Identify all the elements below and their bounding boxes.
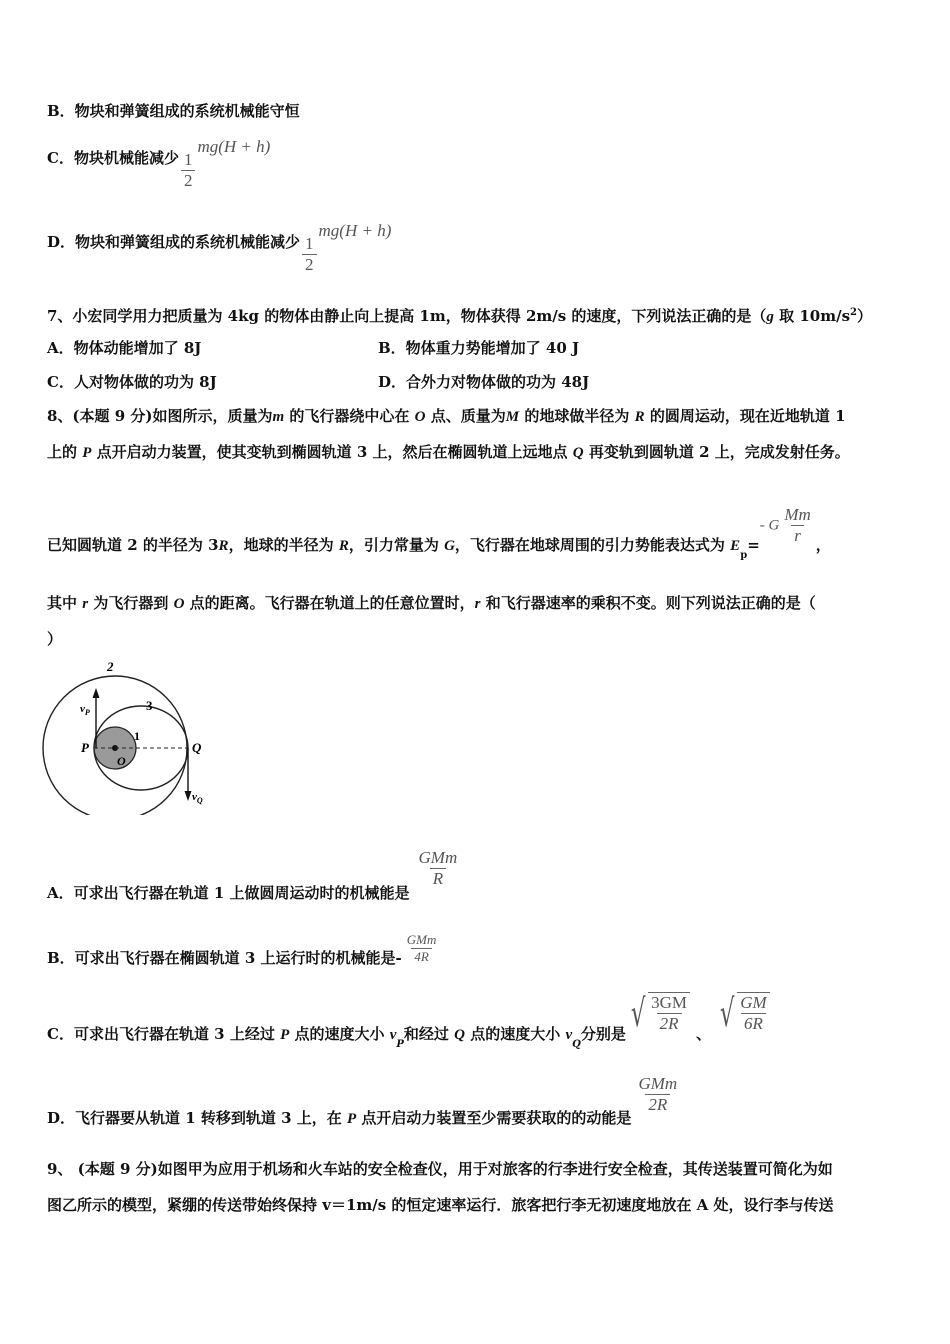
q7-option-d: D．合外力对物体做的功为 48J [378, 373, 590, 391]
q8-option-c: C．可求出飞行器在轨道 3 上经过 P 点的速度大小 $v_P$和经过 Q 点的速度大小 $v_Q$分别是 √ $\frac{3GM}{2R}$ 、 √ $\frac{GM}{6R}$ [47, 992, 772, 1034]
label-orbit-1: 1 [134, 729, 140, 743]
label-O: O [117, 754, 126, 768]
label-orbit-2: 2 [107, 659, 114, 674]
q8-option-a-fraction: $\frac{\text{GMm}}{R}$ [418, 848, 458, 888]
q9-stem-line1: 9、 (本题 9 分)如图甲为应用于机场和火车站的安全检查仪，用于对旅客的行李进行安全检查，其传送装置可简化为如 [47, 1160, 833, 1178]
q6-option-b: B．物块和弹簧组成的系统机械能守恒 [47, 102, 300, 120]
vp-arrow-head [93, 688, 100, 698]
q8-stem-line5: ） [47, 630, 63, 648]
q8-stem-line4: 其中 r 为飞行器到 O 点的距离。飞行器在轨道上的任意位置时，r 和飞行器速率的乘积不变。则下列说法正确的是（ [47, 594, 816, 612]
q6-option-c-expr: mg(H + h) [197, 137, 271, 156]
q6-option-c-fraction: $\frac{1}{2}$ [181, 150, 196, 191]
label-vP: $v_P$ [80, 703, 90, 717]
q8-option-d: D．飞行器要从轨道 1 转移到轨道 3 上，在 P 点开启动力装置至少需要获取的的动能是 $\frac{\text{GMm}}{2R}$ [47, 1074, 682, 1115]
q6-option-c-text: C．物块机械能减少 [47, 149, 179, 167]
orbit-diagram [40, 655, 220, 815]
q6-option-d-fraction: $\frac{1}{2}$ [302, 234, 317, 275]
q7-option-a: A．物体动能增加了 8J [47, 339, 202, 357]
q8-option-c-sqrt-2: √ $\frac{GM}{6R}$ [715, 992, 772, 1034]
label-vQ: $v_Q$ [192, 791, 203, 805]
q8-ep-fraction: $\frac{Mm}{r}$ [784, 505, 811, 545]
q7-option-b: B．物体重力势能增加了 40 J [378, 339, 580, 357]
q7-option-c: C．人对物体做的功为 8J [47, 373, 217, 391]
q8-stem-line2: 上的 P 点开启动力装置，使其变轨到椭圆轨道 3 上，然后在椭圆轨道上远地点 Q 再变轨到圆轨道 2 上，完成发射任务。 [47, 443, 850, 461]
q7-stem: 7、小宏同学用力把质量为 4kg 的物体由静止向上提高 1m，物体获得 2m/s 的速度，下列说法正确的是（g 取 $10m/s^2$） [47, 307, 873, 325]
q6-option-c [47, 137, 271, 191]
q8-option-d-fraction: $\frac{\text{GMm}}{2R}$ [638, 1074, 678, 1114]
q8-stem-line1: 8、(本题 9 分)如图所示，质量为m 的飞行器绕中心在 O 点、质量为M 的地球做半径为 R 的圆周运动，现在近地轨道 1 [47, 407, 846, 425]
q6-option-d [47, 221, 392, 275]
q7-options-row2 [47, 372, 907, 392]
q8-option-b-fraction: $\frac{\text{GMm}}{4R}$ [406, 932, 437, 964]
q6-option-d-text: D．物块和弹簧组成的系统机械能减少 [47, 233, 301, 251]
q8-ep-neg: - G [759, 517, 780, 534]
label-P: P [81, 740, 89, 755]
q6-option-d-expr: mg(H + h) [318, 221, 392, 240]
q7-options-row1 [47, 338, 907, 358]
label-orbit-3: 3 [146, 698, 153, 713]
vq-arrow-head [185, 791, 192, 801]
q8-option-b: B．可求出飞行器在椭圆轨道 3 上运行时的机械能是- $\frac{\text{GMm}}{4R}$ [47, 932, 441, 965]
label-Q: Q [192, 740, 202, 755]
q8-option-c-sqrt-1: √ $\frac{3GM}{2R}$ [626, 992, 692, 1034]
q8-stem-line3: 已知圆轨道 2 的半径为 3R，地球的半径为 R，引力常量为 G，飞行器在地球周围的引力势能表达式为 $E_p=-$ G $\frac{Mm}{r}$ ， [47, 505, 831, 561]
q9-stem-line2: 图乙所示的模型，紧绷的传送带始终保持 v＝1m/s 的恒定速率运行．旅客把行李无初速度地放在 A 处，设行李与传送 [47, 1196, 834, 1214]
q8-option-a: A．可求出飞行器在轨道 1 上做圆周运动时的机械能是 $\frac{\text{GMm}}{R}$ [47, 848, 462, 889]
